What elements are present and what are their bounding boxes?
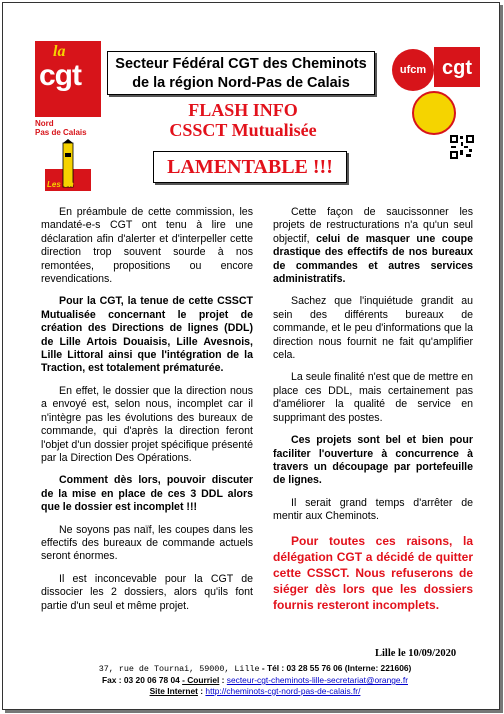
logo-cgt-text: cgt — [39, 59, 81, 92]
cssct-title: CSSCT Mutualisée — [169, 120, 317, 140]
footer-line3: Site Internet : http://cheminots-cgt-nord-pas-de-calais.fr/ — [149, 686, 361, 696]
cgt-seal-icon — [412, 91, 456, 135]
svg-text:Les Ch: Les Ch — [47, 180, 74, 189]
paragraph: Pour la CGT, la tenue de cette CSSCT Mutualisée concernant le projet de création des Directions de lignes (DDL) de Lille Artois Douaisis, Lille Avesnois, Lille Littoral ainsi que l'intégration de la Traction, est totalement prématurée. — [41, 295, 253, 375]
footer — [3, 663, 504, 697]
ufcm-cgt-logo — [388, 39, 484, 129]
logo-region-line2: Pas de Calais — [35, 128, 87, 137]
paragraph-emphasis: celui de masquer une coupe drastique des effectifs de nos bureaux de commandes et autres services administratifs. — [273, 232, 474, 286]
website-link[interactable]: http://cheminots-cgt-nord-pas-de-calais.fr/ — [205, 686, 361, 696]
paragraph: Ces projets sont bel et bien pour faciliter l'ouverture à concurrence à travers un découpage par portefeuille de lignes. — [273, 434, 473, 487]
logo-la-text: la — [53, 43, 66, 60]
logo-region-line1: Nord — [35, 119, 54, 128]
phone: - Tél : 03 28 55 76 06 (Interne: 221606) — [261, 663, 412, 673]
header-line1: Secteur Fédéral CGT des Cheminots — [115, 56, 367, 72]
qr-code-icon[interactable] — [449, 134, 475, 160]
right-column — [273, 206, 473, 622]
footer-line1 — [3, 663, 504, 675]
paragraph — [273, 206, 473, 286]
ufcm-badge: ufcm — [392, 49, 434, 91]
footer-line2: Fax : 03 20 06 78 04 - Courriel : secteur-cgt-cheminots-lille-secretariat@orange.fr — [102, 675, 408, 685]
flash-title — [123, 100, 363, 140]
flash-info-title: FLASH INFO — [188, 100, 298, 120]
paragraph: Ne soyons pas naïf, les coupes dans les effectifs des bureaux de commande actuels seront énormes. — [41, 523, 253, 563]
paragraph-start: Cette façon de saucissonner les projets de restructurations n'a qu'un seul objectif, — [273, 206, 473, 245]
paragraph: Il serait grand temps d'arrêter de mentir aux Cheminots. — [273, 496, 473, 523]
paragraph: Sachez que l'inquiétude grandit au sein des différents bureaux de commande, et le peu d'informations que la direction nous fournit ne fait qu'amplifier cela. — [273, 295, 473, 362]
cgt-badge: cgt — [434, 47, 480, 87]
email-link[interactable]: secteur-cgt-cheminots-lille-secretariat@orange.fr — [226, 675, 408, 685]
paragraph: Comment dès lors, pouvoir discuter de la mise en place de ces 3 DDL alors que le dossier est incomplet !!! — [41, 474, 253, 514]
belfry-tower-icon — [45, 139, 91, 191]
paragraph: La seule finalité n'est que de mettre en place ces DDL, mais certainement pas d'améliorer la qualité de service en supprimant des postes. — [273, 371, 473, 424]
header-line2: de la région Nord-Pas de Calais — [132, 75, 350, 91]
paragraph: Il est inconcevable pour la CGT de dissocier les 2 dossiers, alors qu'ils font partie d'un seul et même projet. — [41, 572, 253, 612]
document-date: Lille le 10/09/2020 — [375, 648, 457, 659]
paragraph: En effet, le dossier que la direction nous a envoyé est, selon nous, incomplet car il n'intègre pas les évolutions des bureaux de commande, qui d'après la direction feront l'objet d'un dossier projet spécifique présenté par la Direction Des Opérations. — [41, 384, 253, 464]
site-label: Site Internet — [149, 686, 198, 696]
fax: Fax : 03 20 06 78 04 — [102, 675, 180, 685]
document-page — [2, 2, 500, 710]
paragraph: En préambule de cette commission, les mandaté-e-s CGT ont tenu à lire une déclaration afin d'alerter et d'interpeller cette direction trop souvent sourde à nos remontées, propositions ou encore revendications. — [41, 206, 253, 286]
federal-sector-header — [107, 51, 375, 95]
left-column — [41, 206, 253, 622]
email-label: - Courriel — [182, 675, 220, 685]
logo-region — [35, 119, 87, 137]
address: 37, rue de Tournai, 59000, Lille — [98, 664, 260, 674]
conclusion-paragraph: Pour toutes ces raisons, la délégation CGT a décidé de quitter cette CSSCT. Nous refuserons de siéger dès lors que les dossiers fournis resteront incomplets. — [273, 533, 473, 612]
cgt-nord-pas-de-calais-logo — [35, 41, 101, 191]
headline-box: LAMENTABLE !!! — [153, 151, 347, 183]
